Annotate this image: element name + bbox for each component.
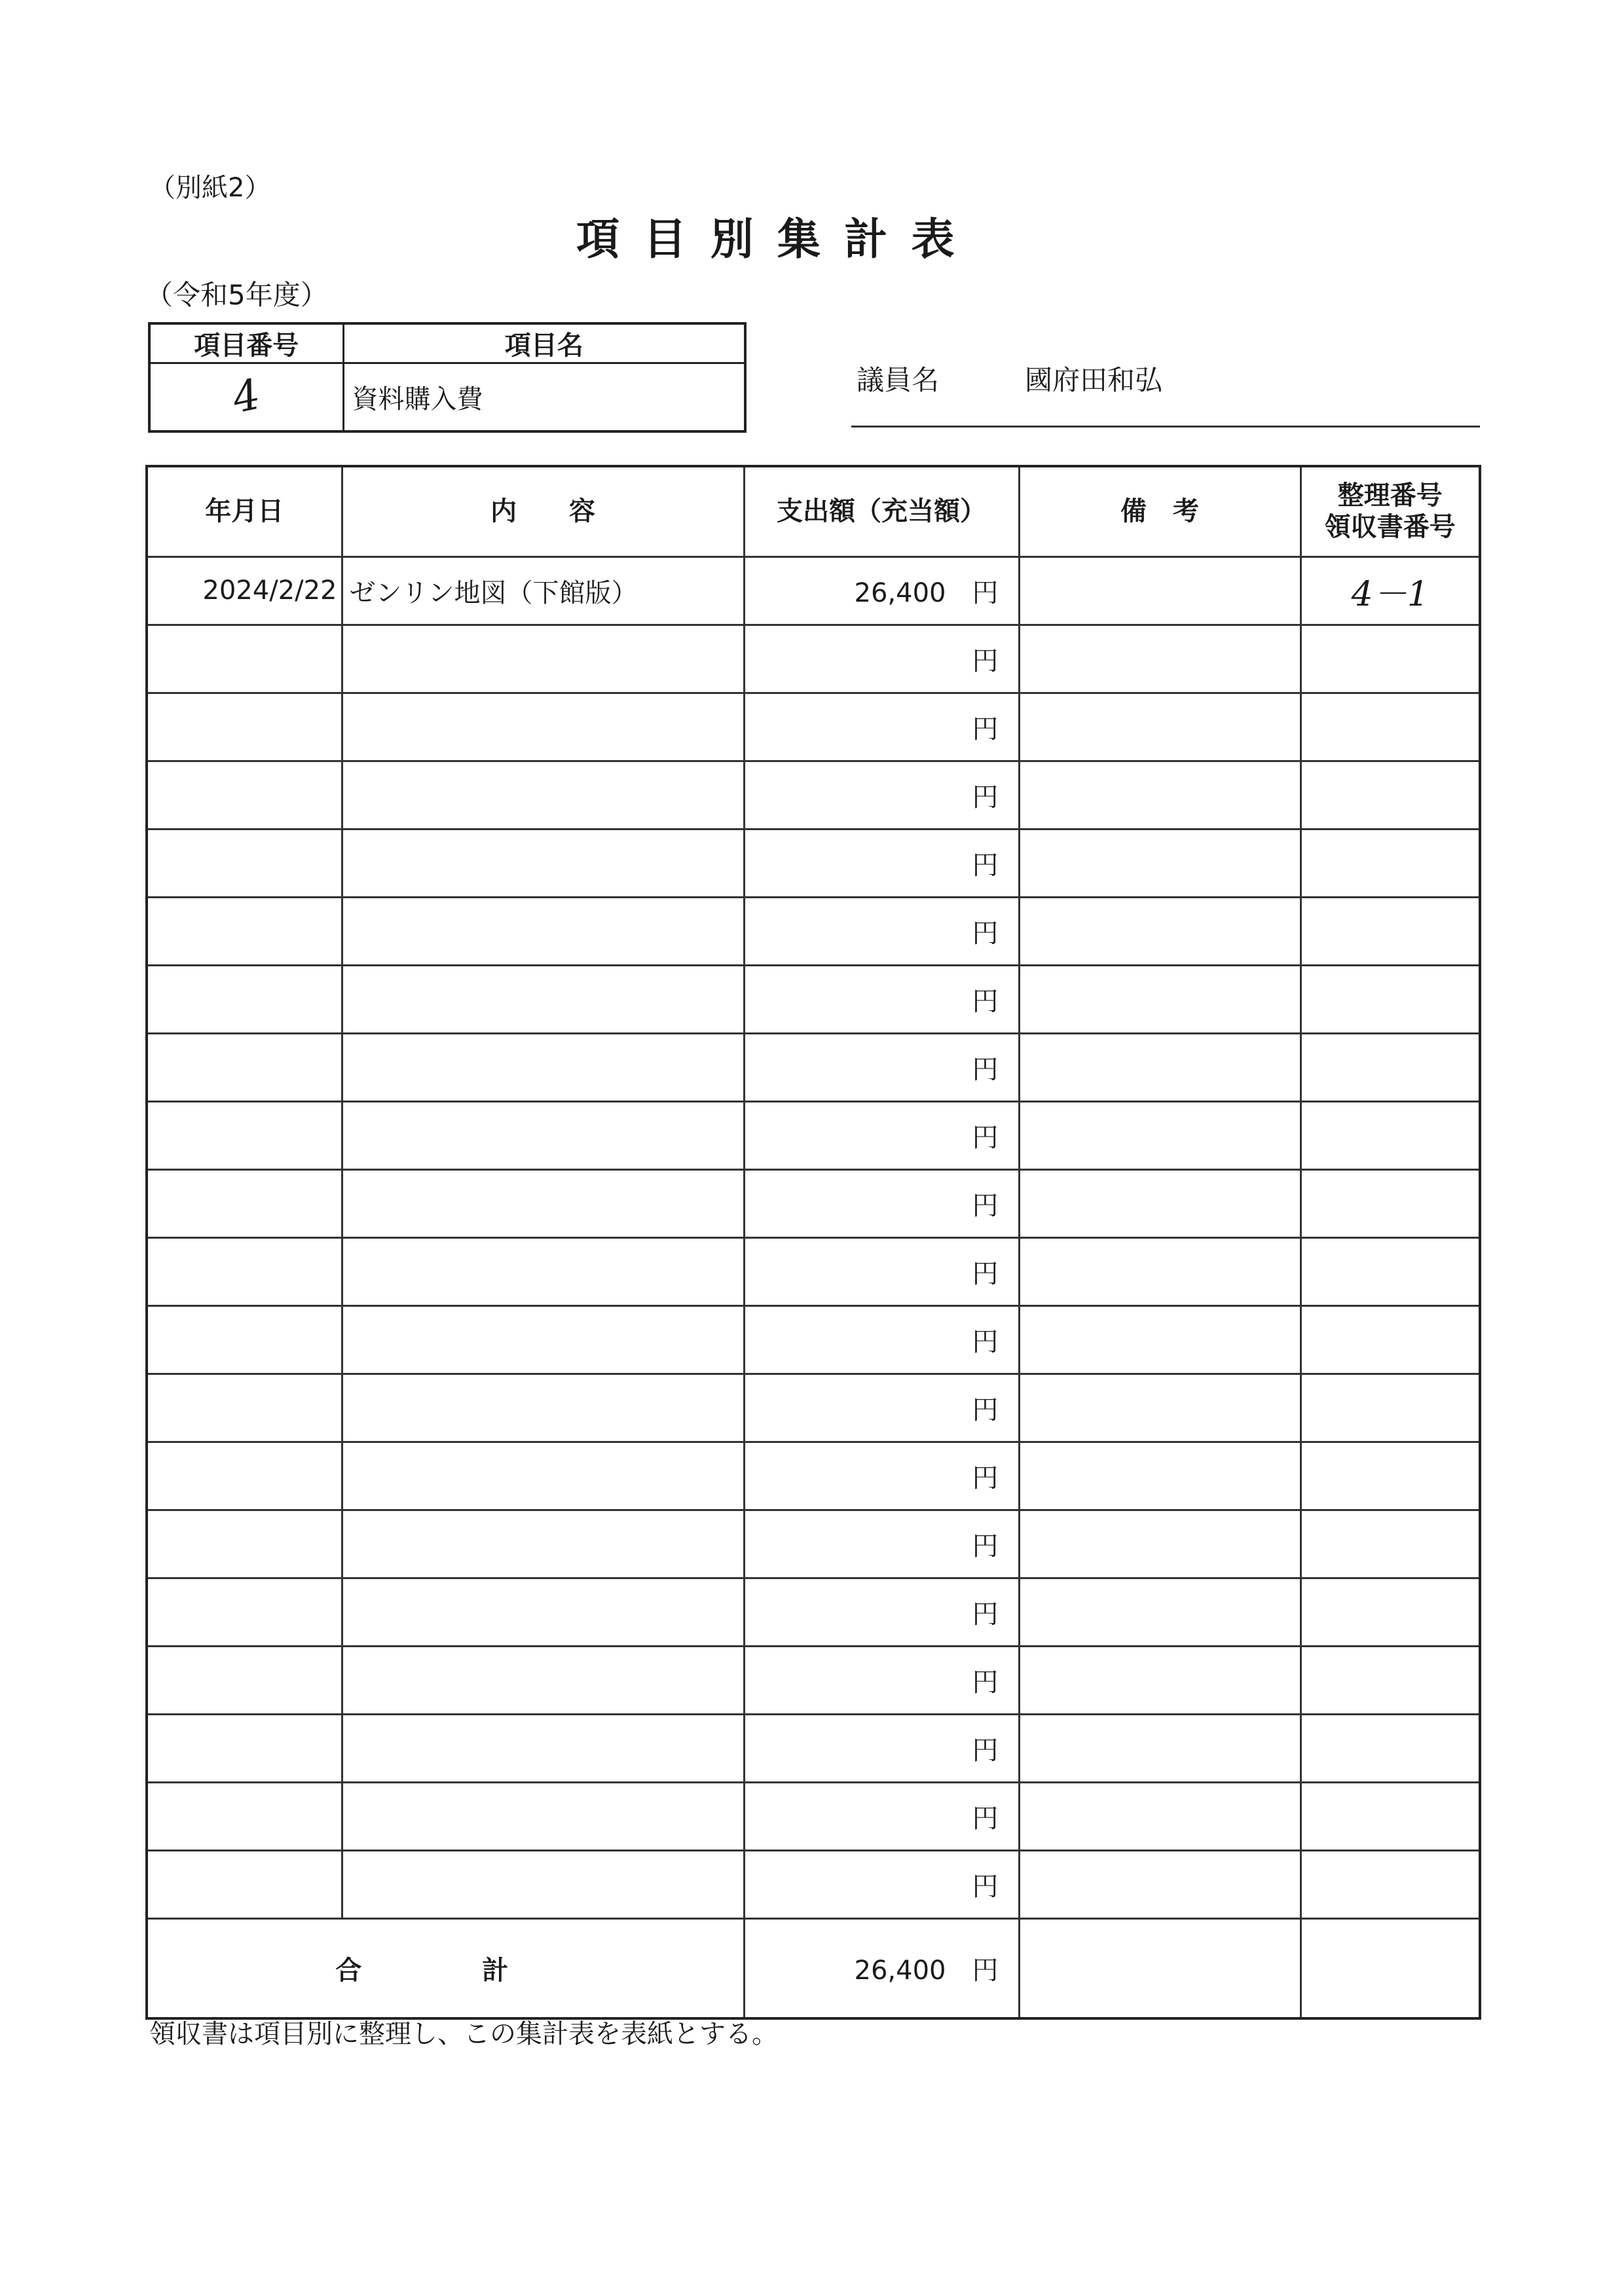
row-amount [744, 829, 1019, 897]
row-reference [1301, 1578, 1480, 1646]
row-notes [1019, 1714, 1301, 1782]
total-currency: 円 [972, 1955, 999, 1986]
row-notes [1019, 1646, 1301, 1714]
total-amount-value: 26,400 [854, 1955, 946, 1986]
row-reference [1301, 897, 1480, 965]
row-description: ゼンリン地図（下館版） [342, 556, 744, 625]
row-reference [1301, 761, 1480, 829]
row-notes [1019, 1374, 1301, 1442]
row-date [147, 1850, 342, 1918]
item-number-label: 項目番号 [149, 323, 343, 363]
member-label: 議員名 [857, 364, 940, 396]
row-notes [1019, 1782, 1301, 1850]
row-description [342, 1850, 744, 1918]
row-currency: 円 [972, 1463, 999, 1493]
row-currency: 円 [972, 1258, 999, 1289]
row-reference [1301, 625, 1480, 693]
table-row [147, 897, 1480, 965]
row-reference [1301, 1714, 1480, 1782]
table-row [147, 693, 1480, 761]
table-row [147, 1305, 1480, 1374]
attachment-label: （別紙2） [149, 173, 271, 203]
row-reference [1301, 1101, 1480, 1169]
total-row [147, 1918, 1480, 2018]
row-amount [744, 1782, 1019, 1850]
row-amount [744, 1578, 1019, 1646]
header-ref-line2: 領収書番号 [1324, 512, 1456, 543]
row-amount [744, 897, 1019, 965]
row-currency: 円 [972, 646, 999, 676]
row-notes [1019, 1510, 1301, 1578]
row-amount [744, 693, 1019, 761]
document-title: 項目別集計表 [576, 214, 978, 264]
row-description [342, 829, 744, 897]
row-description [342, 761, 744, 829]
row-currency: 円 [972, 1871, 999, 1902]
row-description [342, 1442, 744, 1510]
header-ref-line1: 整理番号 [1337, 481, 1443, 511]
row-reference [1301, 829, 1480, 897]
row-amount [744, 1237, 1019, 1305]
row-description [342, 897, 744, 965]
row-notes [1019, 1442, 1301, 1510]
row-currency: 円 [972, 1394, 999, 1425]
row-date [147, 1782, 342, 1850]
row-notes [1019, 556, 1301, 625]
header-description: 内 容 [342, 466, 744, 556]
row-date [147, 829, 342, 897]
row-amount [744, 1850, 1019, 1918]
item-name-value: 資料購入費 [343, 363, 745, 431]
table-row [147, 556, 1480, 625]
row-notes [1019, 1850, 1301, 1918]
row-reference [1301, 1782, 1480, 1850]
row-currency: 円 [972, 1803, 999, 1834]
row-description [342, 1101, 744, 1169]
row-currency: 円 [972, 1326, 999, 1357]
row-currency: 円 [972, 918, 999, 949]
row-date [147, 1442, 342, 1510]
table-row [147, 1374, 1480, 1442]
row-currency: 円 [972, 850, 999, 881]
row-notes [1019, 1101, 1301, 1169]
row-date [147, 897, 342, 965]
row-notes [1019, 693, 1301, 761]
row-date [147, 965, 342, 1033]
row-notes [1019, 1169, 1301, 1237]
header-notes: 備 考 [1019, 466, 1301, 556]
table-row [147, 1850, 1480, 1918]
row-reference [1301, 1374, 1480, 1442]
row-description [342, 1714, 744, 1782]
row-amount [744, 1101, 1019, 1169]
row-notes [1019, 1237, 1301, 1305]
table-row [147, 1237, 1480, 1305]
row-reference [1301, 1510, 1480, 1578]
row-date: 2024/2/22 [147, 556, 342, 625]
row-description [342, 965, 744, 1033]
table-row [147, 1578, 1480, 1646]
row-amount [744, 761, 1019, 829]
row-amount [744, 1033, 1019, 1101]
table-row [147, 1714, 1480, 1782]
member-name: 國府田和弘 [1025, 364, 1163, 396]
row-description [342, 1646, 744, 1714]
row-notes [1019, 1305, 1301, 1374]
row-notes [1019, 761, 1301, 829]
row-amount [744, 625, 1019, 693]
row-amount [744, 1646, 1019, 1714]
total-amount [744, 1918, 1019, 2018]
item-number-value: 4 [228, 370, 265, 424]
row-date [147, 625, 342, 693]
row-description [342, 1237, 744, 1305]
row-currency: 円 [972, 782, 999, 812]
row-amount [744, 1714, 1019, 1782]
item-number-cell [149, 363, 343, 431]
row-date [147, 761, 342, 829]
member-underline [851, 426, 1480, 428]
row-amount [744, 1305, 1019, 1374]
expense-table [145, 465, 1481, 2020]
row-description [342, 1578, 744, 1646]
row-date [147, 1374, 342, 1442]
row-description [342, 1782, 744, 1850]
row-currency: 円 [972, 1599, 999, 1630]
table-row [147, 1510, 1480, 1578]
row-amount [744, 965, 1019, 1033]
row-description [342, 1169, 744, 1237]
row-date [147, 693, 342, 761]
row-currency: 円 [972, 577, 999, 608]
row-date [147, 1237, 342, 1305]
row-description [342, 1305, 744, 1374]
row-amount [744, 1510, 1019, 1578]
row-currency: 円 [972, 1531, 999, 1561]
row-date [147, 1305, 342, 1374]
total-notes [1019, 1918, 1301, 2018]
header-date: 年月日 [147, 466, 342, 556]
row-currency: 円 [972, 986, 999, 1017]
header-amount: 支出額（充当額） [744, 466, 1019, 556]
row-notes [1019, 897, 1301, 965]
table-row [147, 625, 1480, 693]
row-currency: 円 [972, 1667, 999, 1698]
row-reference [1301, 1033, 1480, 1101]
row-date [147, 1714, 342, 1782]
row-reference [1301, 965, 1480, 1033]
row-amount [744, 1169, 1019, 1237]
item-info-box [148, 322, 747, 433]
row-description [342, 625, 744, 693]
row-currency: 円 [972, 1190, 999, 1221]
table-row [147, 1442, 1480, 1510]
row-notes [1019, 829, 1301, 897]
fiscal-year: （令和5年度） [145, 279, 328, 311]
row-currency: 円 [972, 1054, 999, 1085]
row-reference [1301, 1850, 1480, 1918]
table-row [147, 1101, 1480, 1169]
table-row [147, 1782, 1480, 1850]
table-row [147, 761, 1480, 829]
row-date [147, 1033, 342, 1101]
table-row [147, 829, 1480, 897]
row-amount [744, 556, 1019, 625]
table-row [147, 965, 1480, 1033]
row-amount [744, 1374, 1019, 1442]
row-currency: 円 [972, 1735, 999, 1766]
row-date [147, 1101, 342, 1169]
row-reference [1301, 1237, 1480, 1305]
table-row [147, 1033, 1480, 1101]
row-description [342, 1374, 744, 1442]
row-amount-value: 26,400 [854, 577, 946, 608]
row-currency: 円 [972, 1122, 999, 1153]
row-reference [1301, 693, 1480, 761]
header-reference [1301, 466, 1480, 556]
row-currency: 円 [972, 714, 999, 744]
total-label: 合 計 [147, 1918, 744, 2018]
item-name-label: 項目名 [343, 323, 745, 363]
row-amount [744, 1442, 1019, 1510]
table-row [147, 1646, 1480, 1714]
row-notes [1019, 965, 1301, 1033]
row-date [147, 1169, 342, 1237]
table-header-row [147, 466, 1480, 556]
row-date [147, 1646, 342, 1714]
row-date [147, 1510, 342, 1578]
footnote: 領収書は項目別に整理し、この集計表を表紙とする。 [149, 2019, 778, 2049]
row-notes [1019, 1033, 1301, 1101]
total-ref [1301, 1918, 1480, 2018]
row-date [147, 1578, 342, 1646]
row-reference [1301, 1646, 1480, 1714]
table-row [147, 1169, 1480, 1237]
row-notes [1019, 625, 1301, 693]
row-reference [1301, 1442, 1480, 1510]
row-reference [1301, 1169, 1480, 1237]
row-description [342, 693, 744, 761]
row-reference [1301, 1305, 1480, 1374]
row-description [342, 1033, 744, 1101]
row-reference: 4－1 [1301, 556, 1480, 625]
row-description [342, 1510, 744, 1578]
row-notes [1019, 1578, 1301, 1646]
